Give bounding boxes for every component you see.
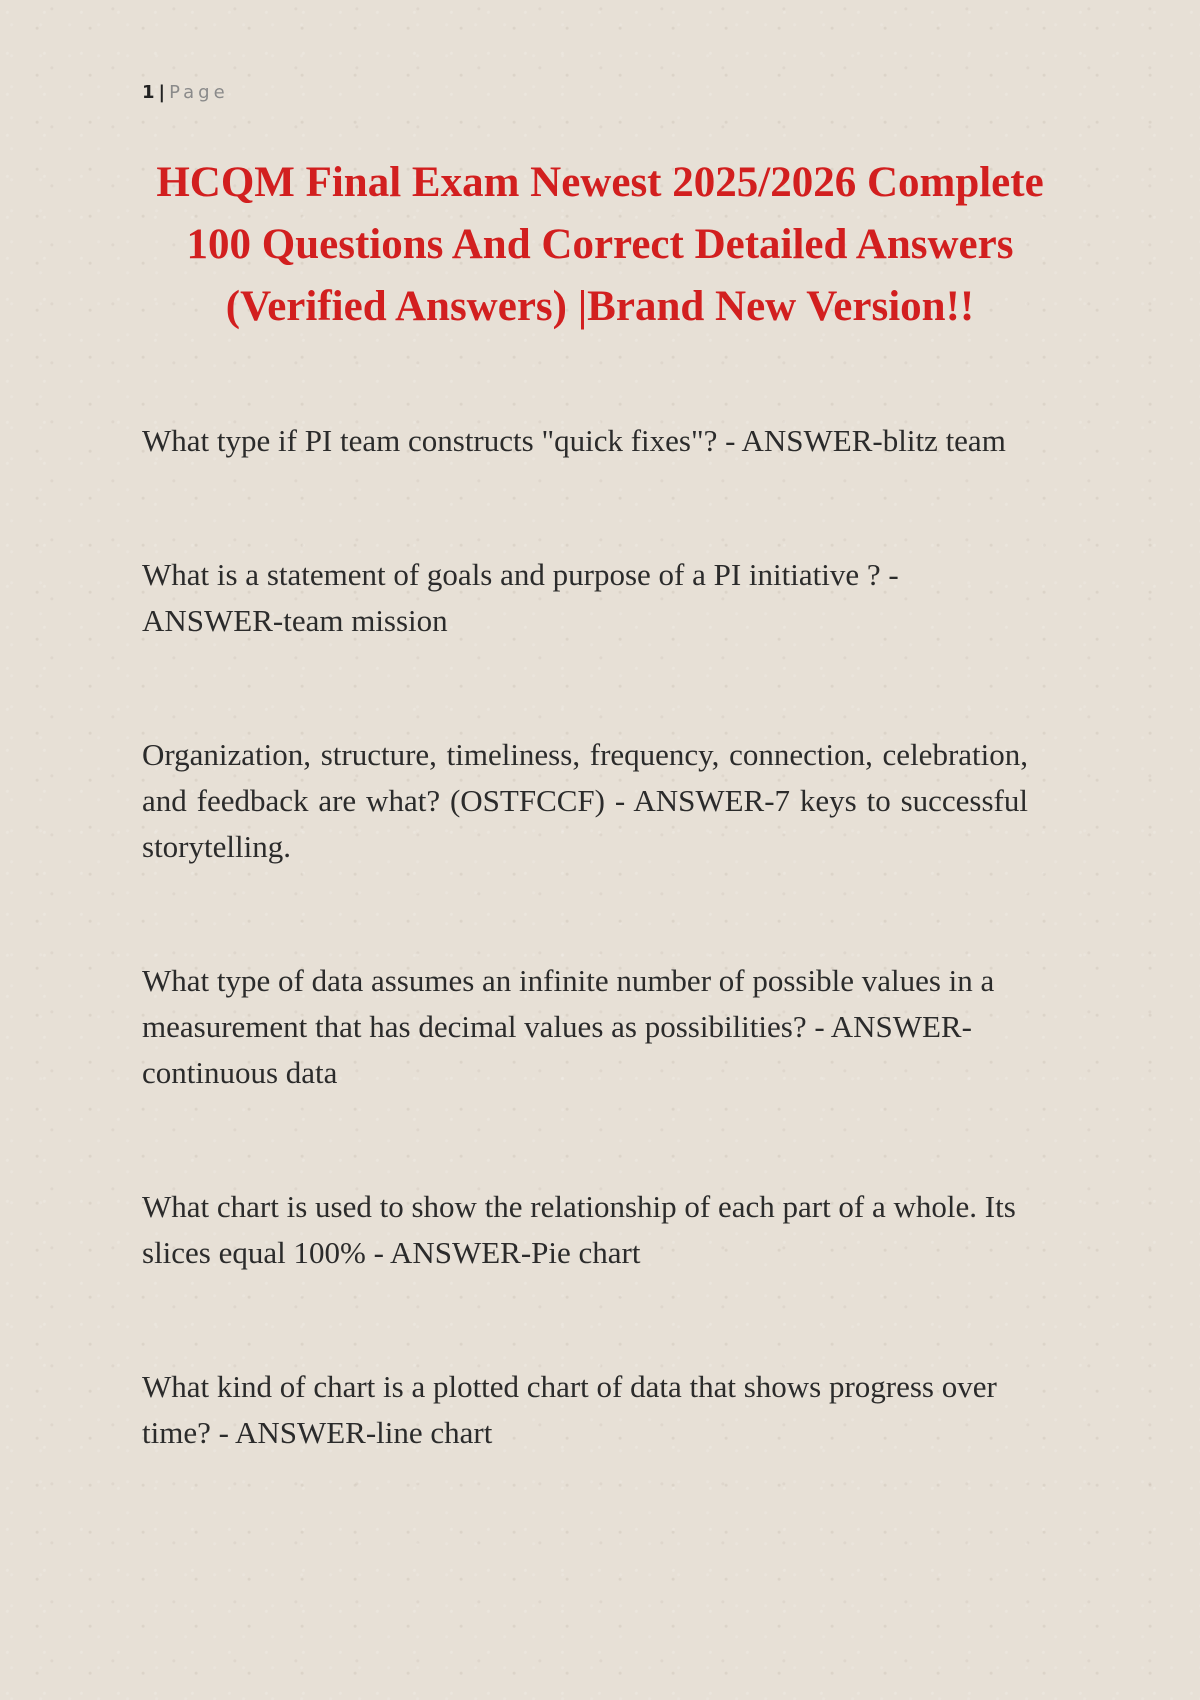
page-number — [142, 82, 229, 103]
qa-item-4: What type of data assumes an infinite number of possible values in a measurement that has decimal values as possibilities? - ANSWER-continuous data — [142, 963, 995, 1090]
qa-list — [142, 418, 1028, 1456]
qa-item-6: What kind of chart is a plotted chart of data that shows progress over time? - ANSWER-line chart — [142, 1369, 997, 1450]
qa-item-1: What type if PI team constructs "quick fixes"? - ANSWER-blitz team — [142, 423, 1006, 458]
qa-item-3: Organization, structure, timeliness, frequency, connection, celebration, and feedback are what? (OSTFCCF) - ANSWER-7 keys to successful storytelling. — [142, 737, 1028, 864]
page-number-separator: | — [158, 82, 167, 103]
qa-item-5: What chart is used to show the relationship of each part of a whole. Its slices equal 100% - ANSWER-Pie chart — [142, 1189, 1016, 1270]
qa-item-2: What is a statement of goals and purpose of a PI initiative ? - ANSWER-team mission — [142, 557, 899, 638]
document-title: HCQM Final Exam Newest 2025/2026 Complete 100 Questions And Correct Detailed Answers (Verified Answers) |Brand New Version!! — [156, 159, 1044, 330]
page-number-label: Page — [169, 82, 229, 103]
page-number-value: 1 — [142, 82, 156, 103]
